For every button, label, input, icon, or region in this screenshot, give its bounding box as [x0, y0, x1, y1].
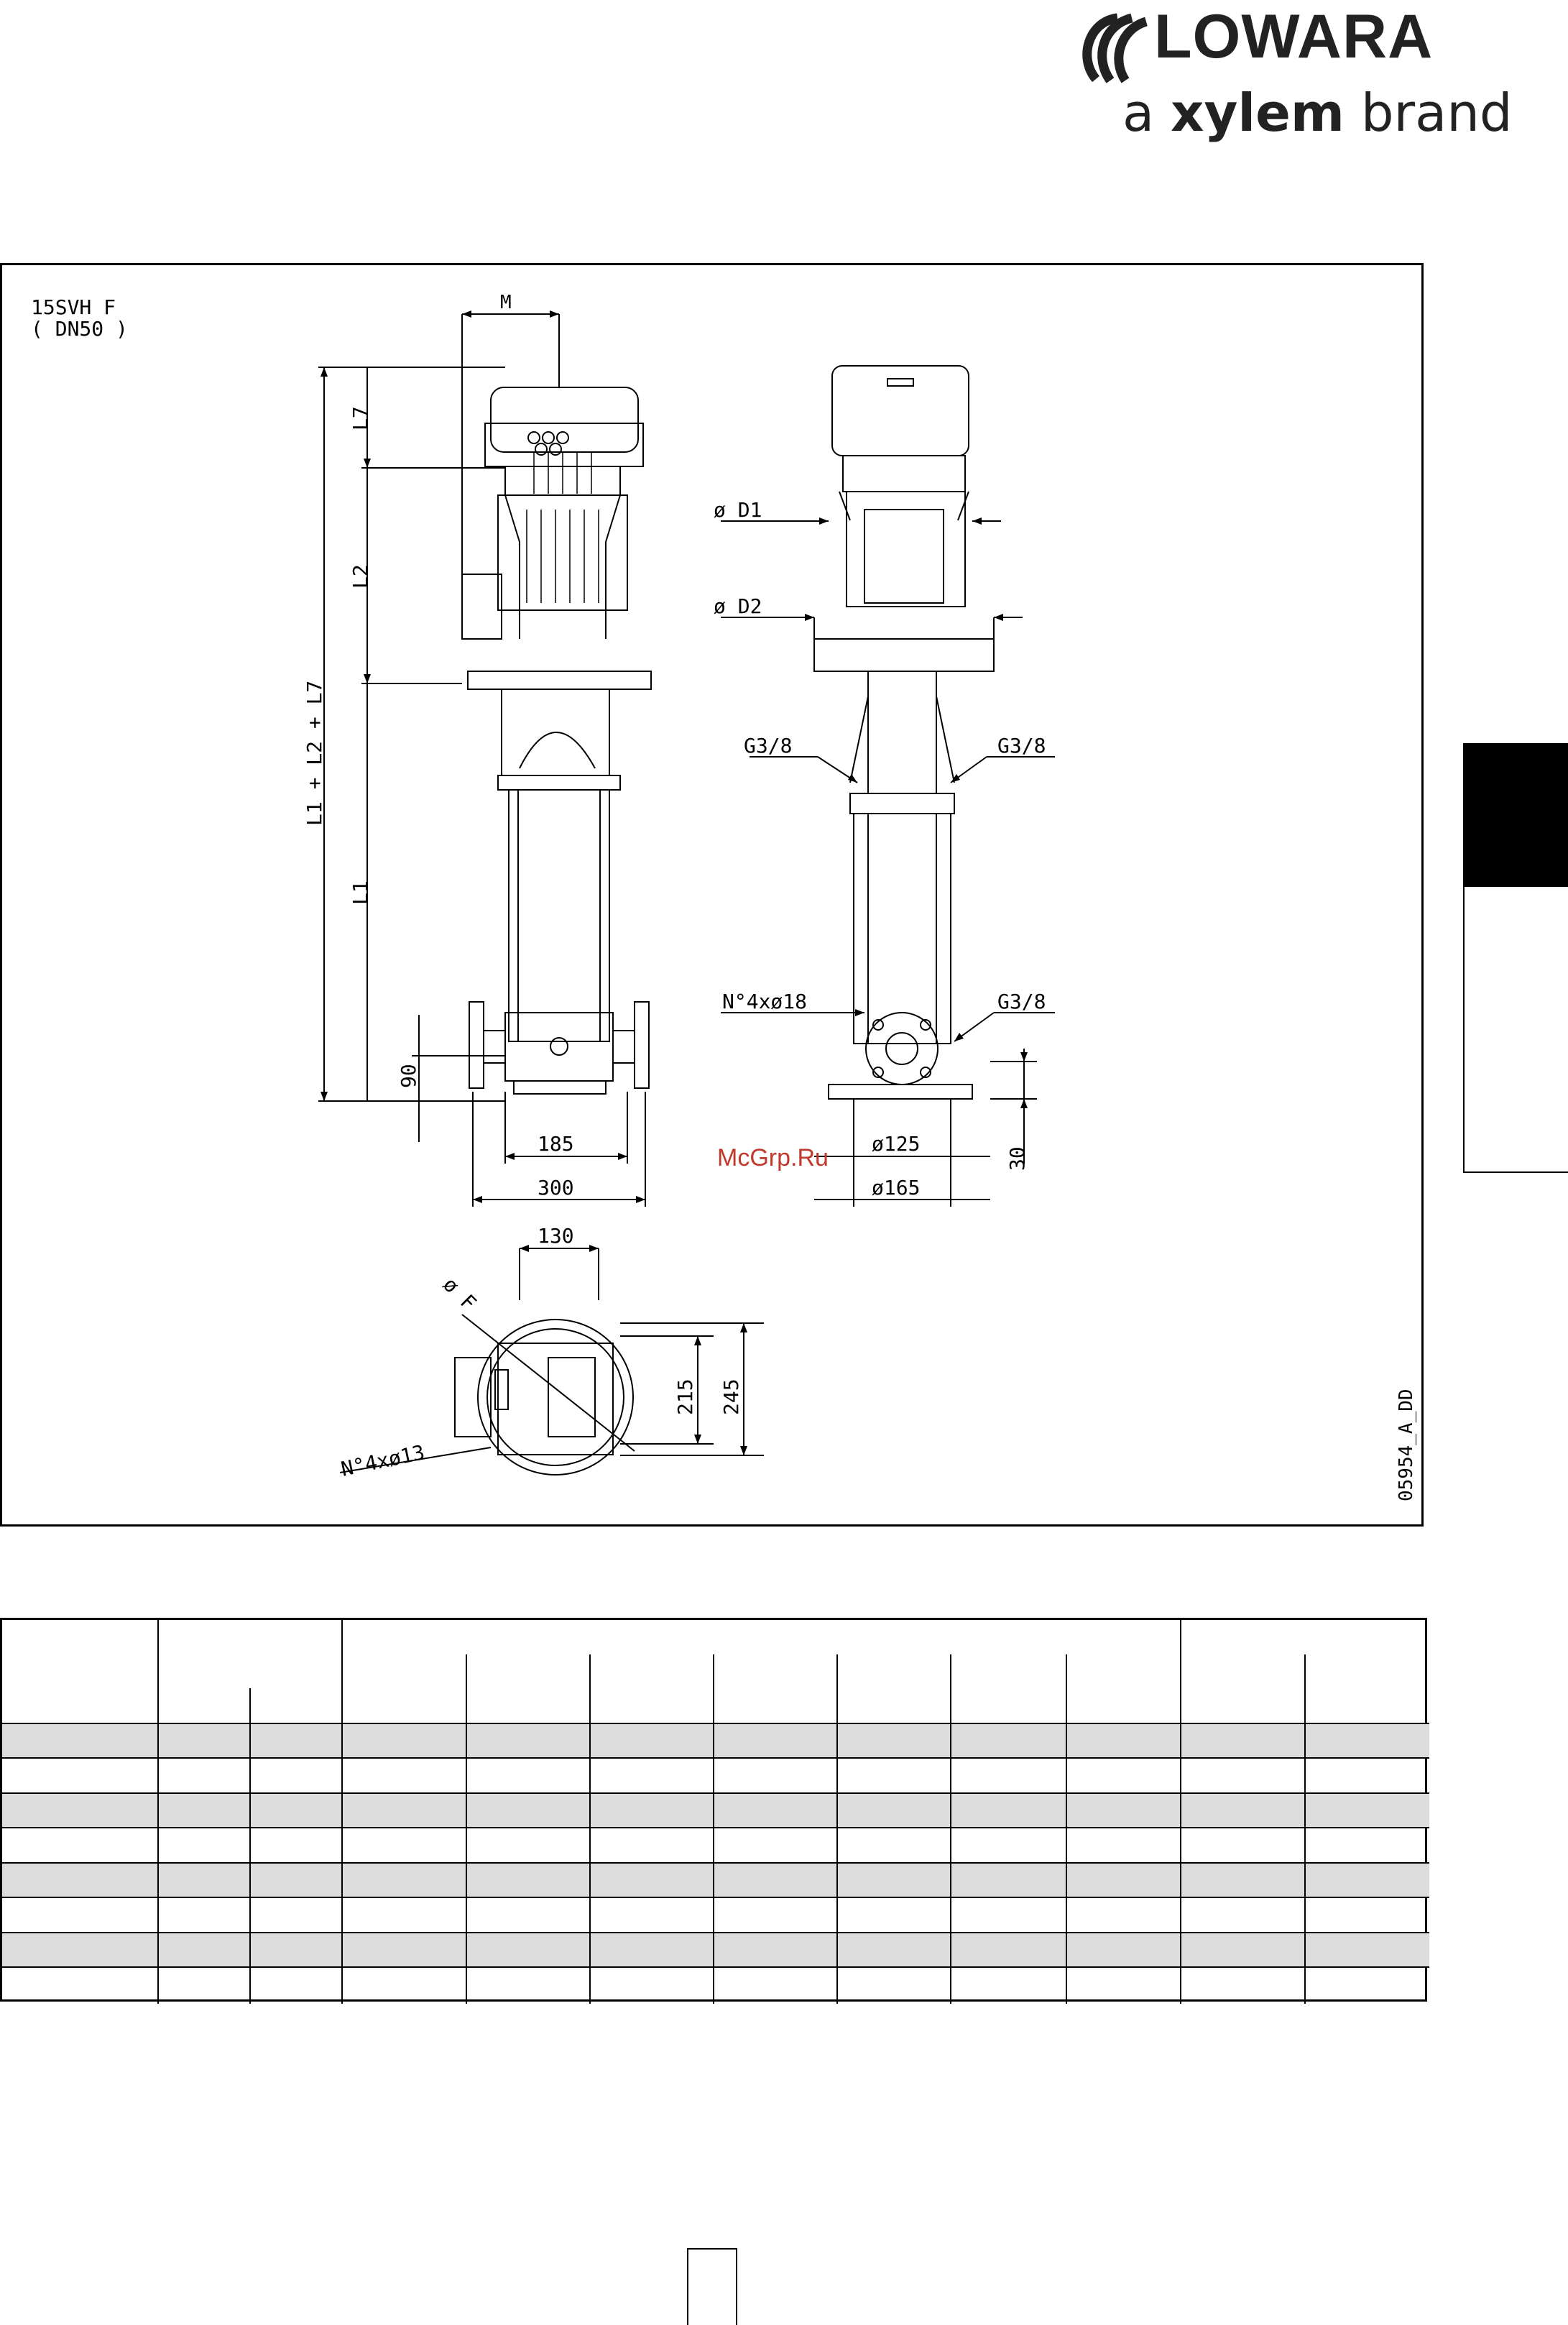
- page-number-box: [687, 2248, 737, 2325]
- dim-130: 130: [538, 1224, 574, 1248]
- side-lantern: [868, 671, 936, 793]
- dim-l2: L2: [349, 564, 372, 589]
- pump-drawing-svg: [2, 265, 1426, 1529]
- table-row: [2, 1793, 1429, 1828]
- tagline-suffix: brand: [1360, 83, 1513, 143]
- top-view-terminal: [455, 1358, 491, 1437]
- model-label: 15SVH F: [31, 295, 116, 319]
- table-row: [2, 1933, 1429, 1967]
- dim-d2: ø D2: [714, 594, 762, 618]
- bolt-holes-13: N°4xø13: [338, 1440, 427, 1481]
- g38-right: G3/8: [997, 734, 1046, 758]
- pump-barrel: [509, 790, 609, 1041]
- lantern-arch: [520, 732, 595, 768]
- dim-l7: L7: [349, 406, 372, 431]
- connection-label: ( DN50 ): [31, 317, 128, 341]
- dim-165: ø165: [872, 1176, 921, 1200]
- g38-left: G3/8: [744, 734, 793, 758]
- brand-name: LOWARA: [1154, 2, 1434, 71]
- technical-drawing: [0, 263, 1424, 1527]
- table-row: [2, 1723, 1429, 1758]
- dim-l-total: L1 + L2 + L7: [303, 680, 326, 826]
- dim-125: ø125: [872, 1132, 921, 1156]
- upper-head: [498, 775, 620, 790]
- pump-base: [505, 1013, 613, 1081]
- dim-d1: ø D1: [714, 498, 762, 522]
- watermark: McGrp.Ru: [717, 1144, 829, 1171]
- bolt-holes-18: N°4xø18: [722, 990, 808, 1013]
- right-flange: [635, 1002, 649, 1088]
- dim-215: 215: [673, 1378, 697, 1415]
- motor-terminal-box: [485, 423, 643, 466]
- left-flange: [469, 1002, 484, 1088]
- motor-flange: [468, 671, 651, 689]
- drawing-code: 05954_A_DD: [1396, 1389, 1417, 1501]
- table-grid: [2, 1620, 1429, 2004]
- dim-30: 30: [1005, 1146, 1029, 1171]
- side-motor-flange: [814, 639, 994, 671]
- table-row: [2, 1863, 1429, 1897]
- side-base: [829, 1085, 972, 1099]
- motor-top-cap: [491, 387, 638, 452]
- tagline-prefix: a: [1122, 83, 1155, 143]
- motor-body: [498, 495, 627, 610]
- brand-tagline: [1122, 83, 1513, 143]
- dim-phi-f: ø F: [438, 1272, 481, 1315]
- dim-90: 90: [397, 1064, 420, 1088]
- dim-m: M: [500, 292, 512, 313]
- dim-300: 300: [538, 1176, 574, 1200]
- tagline-brand: xylem: [1171, 83, 1345, 143]
- section-tab: [1463, 743, 1568, 887]
- drain-plug: [550, 1038, 568, 1055]
- dim-l1: L1: [349, 880, 372, 905]
- dim-185: 185: [538, 1132, 574, 1156]
- g38-bottom: G3/8: [997, 990, 1046, 1013]
- side-inlet-flange: [866, 1013, 938, 1085]
- motor-side-box: [462, 574, 502, 639]
- dim-245: 245: [719, 1378, 743, 1415]
- motor-struts: [505, 495, 620, 639]
- section-tab-outline: [1463, 887, 1568, 1173]
- dimensions-table: [0, 1618, 1427, 2002]
